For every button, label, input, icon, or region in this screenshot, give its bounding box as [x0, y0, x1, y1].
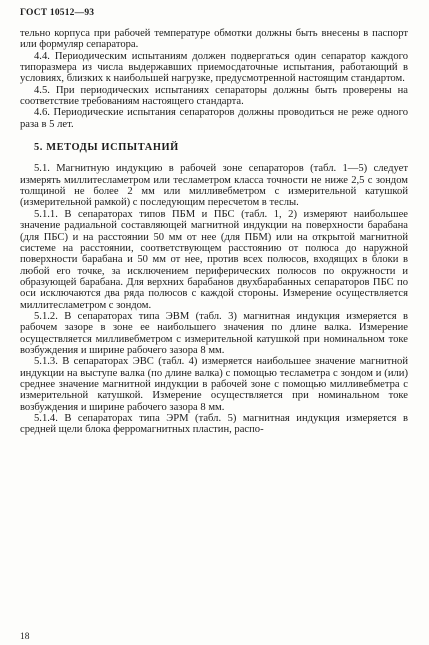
paragraph-4-6: 4.6. Периодические испытания сепараторов должны проводиться не реже одного раза в 5 лет. — [20, 107, 408, 130]
section-title: 5. МЕТОДЫ ИСПЫТАНИЙ — [34, 142, 179, 154]
paragraph-5-1-1: 5.1.1. В сепараторах типов ПБМ и ПБС (табл. 1, 2) измеряют наибольшее значение радиальной составляющей магнитной индукции на поверхности барабана (для ПБС) и на расстоянии 50 мм от нее (для ПБМ) или на открытой магнитной системе на расстоянии, соответствующем расстоянию от полюса до наружной поверхности барабана и 50 мм от нее, против всех полюсов, входящих в блоки в любой его точке, за исключением периферических полюсов по окружности и образующей барабана. Для верхних барабанов двухбарабанных сепараторов ПБС по оси исключаются два ряда полюсов с каждой стороны. Измерение осуществляется миллитесламетром с зондом. — [20, 208, 408, 311]
paragraph-5-1-2: 5.1.2. В сепараторах типа ЭВМ (табл. 3) магнитная индукция измеряется в рабочем зазоре в зоне ее наибольшего значения по длине валка. Измерение осуществляется милливебметром с измерительной катушкой при номинальном токе возбуждения и ширине рабочего зазора 8 мм. — [20, 310, 408, 356]
paragraph-4-5: 4.5. При периодических испытаниях сепараторы должны быть проверены на соответствие требованиям настоящего стандарта. — [20, 84, 408, 108]
paragraph-continuation: тельно корпуса при рабочей температуре обмотки должны быть внесены в паспорт или формуляр сепаратора. — [20, 28, 408, 51]
paragraph-5-1-4: 5.1.4. В сепараторах типа ЭРМ (табл. 5) магнитная индукция измеряется в средней щели блока ферромагнитных пластин, распо- — [20, 413, 408, 436]
paragraph-5-1: 5.1. Магнитную индукцию в рабочей зоне сепараторов (табл. 1—5) следует измерять миллитесламетром или тесламетром класса точности не ниже 2,5 с зондом толщиной не более 2 мм или милливебметром с измерительной катушкой (измерительной рамкой) с последующим пересчетом в теслы. — [20, 163, 408, 209]
page-content — [20, 28, 408, 436]
page-header: ГОСТ 10512—93 — [20, 8, 95, 18]
page-number: 18 — [20, 632, 30, 642]
paragraph-4-4: 4.4. Периодическим испытаниям должен подвергаться один сепаратор каждого типоразмера из числа выдержавших приемосдаточные испытания, работающий в условиях, близких к наибольшей нагрузке, предусмотренной настоящим стандартом. — [20, 50, 408, 85]
paragraph-5-1-3: 5.1.3. В сепараторах ЭВС (табл. 4) измеряется наибольшее значение магнитной индукции на выступе валка (по длине валка) с помощью тесламетра с зондом и (или) среднее значение магнитной индукции в рабочей зоне с помощью милливебметра с измерительной катушкой. Измерение осуществляется при номинальном токе возбуждения и ширине рабочего зазора 8 мм. — [20, 356, 408, 413]
